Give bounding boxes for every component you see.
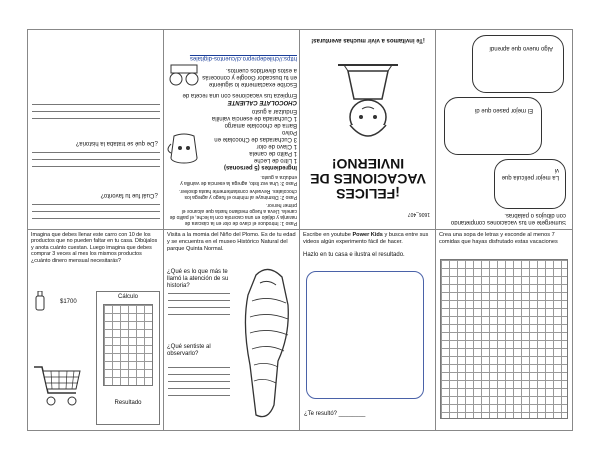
kids-reading-illustration <box>167 63 201 87</box>
panel-memories <box>436 30 572 229</box>
experiment-text-post: y busca entre sus videos algún experimento fácil de hacer. <box>303 232 429 245</box>
experiment-instructions-2: Hazlo en tu casa e ilustra el resultado. <box>303 251 405 258</box>
answer-line <box>168 293 230 294</box>
question-story: ¿De qué se trataba la historia? <box>75 140 158 146</box>
panel-recipe <box>164 30 300 229</box>
cover-tagline: ¡Te invitamos a vivir muchas aventuras! <box>311 37 425 43</box>
memory-box[interactable] <box>444 97 542 155</box>
recipe-step-2: Paso 2: Disminuye al mínimo el fuego y agrega los chocolates. Revuelve constantemente hasta disolver. <box>179 188 297 200</box>
memory-box[interactable] <box>494 159 566 209</box>
memory-box-label: Algo nuevo que aprendí <box>489 45 553 51</box>
panel-story-questions-inner <box>28 30 164 229</box>
cover-code: 1606_407 <box>407 211 430 217</box>
chocolate-cup-illustration <box>167 130 201 170</box>
activity-sheet <box>27 29 573 431</box>
ingredients-block <box>167 107 297 170</box>
bottle-icon <box>34 291 46 311</box>
child-with-sled-illustration <box>328 57 408 147</box>
panel-memories-inner <box>436 30 572 229</box>
memory-box-label: El mejor paseo que di <box>474 107 533 113</box>
experiment-instructions <box>303 232 432 246</box>
panel-word-search <box>436 229 572 430</box>
answer-line <box>32 166 160 167</box>
answer-line <box>32 218 160 219</box>
experiment-text-pre: Escribe en youtube <box>303 232 353 238</box>
memories-intro: Sumérgete en tus vacaciones completando con dibujos o palabras. <box>450 212 566 225</box>
cover-title: ¡FELICES VACACIONES DE INVIERNO! <box>310 156 426 202</box>
stories-link[interactable]: https://chiledeprepro.cl/cuentos-digitales <box>189 55 297 61</box>
ingredients-title: Ingredientes (5 personas) <box>223 164 297 170</box>
recipe-intro: Empieza tus vacaciones con una receta de <box>182 92 297 98</box>
calculation-grid[interactable] <box>103 304 153 386</box>
shopping-cart-icon <box>32 361 84 409</box>
panel-museum <box>164 229 300 430</box>
answer-line <box>168 307 230 308</box>
bottom-row <box>28 229 572 430</box>
ingredient: 1 Cucharada de esencia vainilla <box>211 115 297 121</box>
recipe-title: CHOCOLATE CALIENTE <box>227 99 297 105</box>
panel-experiment <box>300 229 436 430</box>
experiment-channel: Power Kids <box>352 232 383 238</box>
experiment-drawing-box[interactable] <box>306 271 424 399</box>
answer-line <box>168 314 230 315</box>
ingredient: 1 Litro de Leche <box>253 157 297 163</box>
memory-box[interactable] <box>472 35 564 93</box>
panel-recipe-inner <box>164 30 300 229</box>
answer-line <box>168 374 230 375</box>
shopping-instructions: Imagina que debes llenar este carro con 10 de los productos que no pueden faltar en tu casa. Dibújalos y anota cuánto cuestan. Luego imagina que debes comprar 3 veces al mes los mismos productos ¿cuánto dinero mensual necesitarás? <box>31 232 158 264</box>
calculation-box <box>96 291 160 425</box>
experiment-question: ¿Te resultó? ________ <box>304 411 366 417</box>
ingredient: 1 Clavo de olor <box>256 143 297 149</box>
price-label: $1700 <box>60 299 77 305</box>
top-row <box>28 30 572 230</box>
recipe-step-1: Paso 1: Introduce el clavo de olor en la cáscara de naranja y déjalo en una cacerola con la leche, el palito de canela. Lleva a fuego mediano hasta que alcance el primer hervor. <box>169 202 297 226</box>
answer-line <box>168 367 230 368</box>
ingredients-list <box>201 107 297 170</box>
museum-question-2: ¿Qué sentiste al observarlo? <box>167 344 211 357</box>
recipe-step-3: Paso 3: Una vez listo, agrega la esencia de vainilla y endulza a gusto. <box>180 174 297 186</box>
answer-line <box>168 381 230 382</box>
answer-line <box>32 118 160 119</box>
result-label: Resultado <box>114 400 142 406</box>
answer-line <box>168 395 230 396</box>
museum-answer-lines-1 <box>164 287 234 315</box>
museum-question-1: ¿Qué es lo que más te llamó la atención de su historia? <box>167 269 229 289</box>
ingredient: Barra de chocolate amargo <box>224 122 297 128</box>
answer-line <box>168 300 230 301</box>
answer-line <box>32 159 160 160</box>
panel-cover <box>300 30 436 229</box>
panel-cover-inner <box>300 30 436 229</box>
mummy-child-illustration <box>238 265 298 427</box>
panel-shopping-cart <box>28 229 164 430</box>
word-search-instructions: Crea una sopa de letras y esconde al menos 7 comidas que hayas disfrutado estas vacaciones <box>439 232 558 245</box>
answer-line <box>168 388 230 389</box>
answer-line <box>32 111 160 112</box>
stories-block <box>167 63 297 87</box>
museum-instructions: Visita a la momia del Niño del Plomo. Es de tu edad y se encuentra en el museo Histórico Natural del parque Quinta Normal. <box>167 232 296 252</box>
memory-box-label: La mejor película que vi <box>501 167 559 180</box>
panel-story-questions <box>28 30 164 229</box>
ingredient: 3 Cucharadas de Chocolate en Polvo <box>214 129 297 142</box>
answer-line <box>32 211 160 212</box>
stories-text: Escribe exactamente lo siguiente en tu buscador Google y conocerás a estos divertidos cuentos. <box>202 67 297 87</box>
answer-line <box>32 152 160 153</box>
museum-answer-lines-2 <box>164 361 234 396</box>
word-search-grid[interactable] <box>440 259 568 419</box>
question-favorite: ¿Cuál fue tu favorito? <box>100 192 158 198</box>
ingredient: Endulzar a gusto <box>251 108 297 114</box>
answer-line <box>32 204 160 205</box>
calculation-label: Cálculo <box>117 294 138 300</box>
ingredient: 1 Palito de canela <box>249 150 297 156</box>
answer-line <box>32 104 160 105</box>
